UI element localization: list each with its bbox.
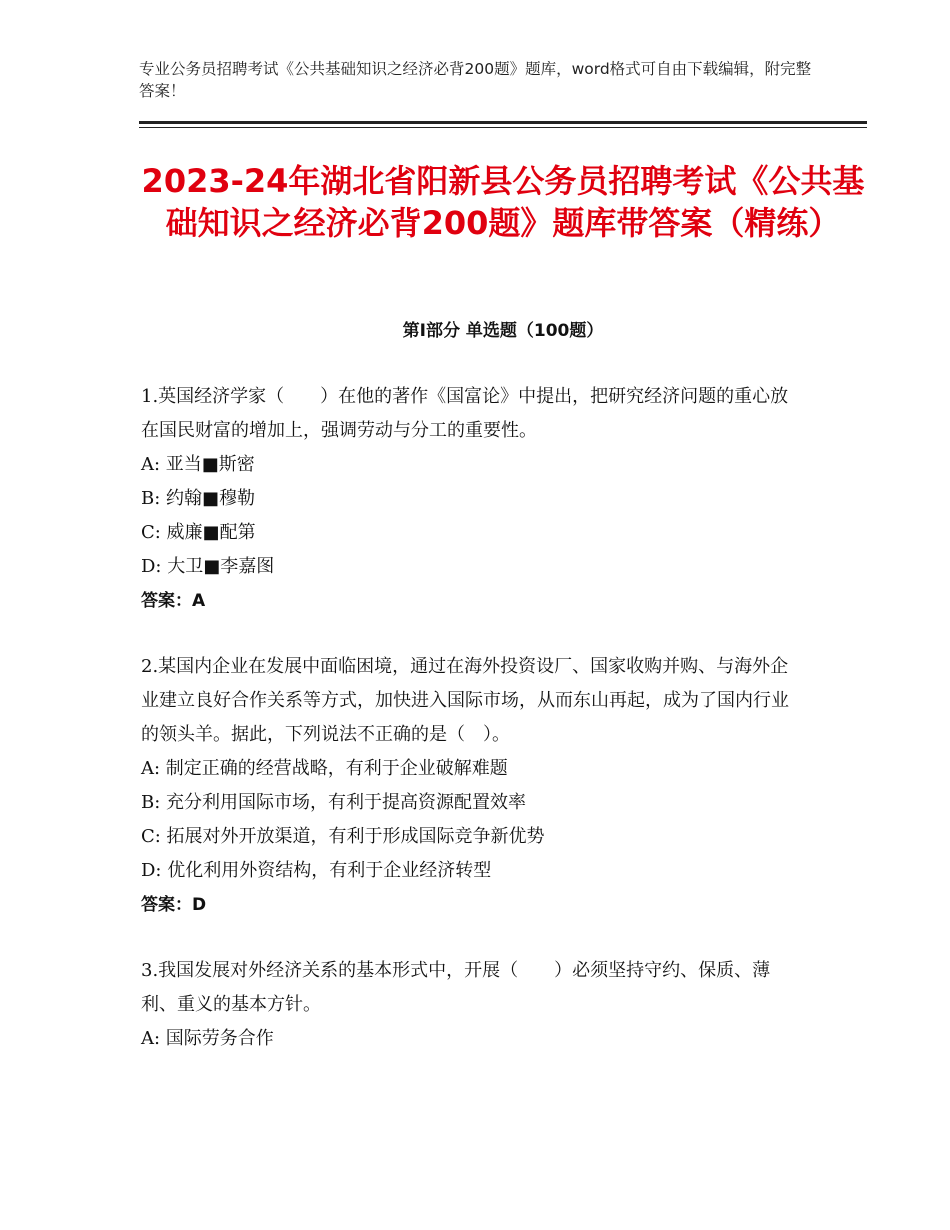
option-b: B: 约翰■穆勒 [141,488,256,509]
answer: 答案：D [141,895,207,915]
question-stem: 3.我国发展对外经济关系的基本形式中，开展（ ）必须坚持守约、保质、薄利、重义的基本方针。 [141,960,771,1015]
option-a: A: 制定正确的经营战略，有利于企业破解难题 [141,758,508,779]
question-2 [141,650,801,922]
question-list [141,380,801,1088]
section-heading: 第Ⅰ部分 单选题（100题） [402,321,604,341]
answer: 答案：A [141,591,206,611]
header-divider-thin [139,127,867,128]
document-title: 2023-24年湖北省阳新县公务员招聘考试《公共基础知识之经济必背200题》题库带答案（精练） [141,162,865,242]
question-3 [141,954,801,1056]
question-stem: 1.英国经济学家（ ）在他的著作《国富论》中提出，把研究经济问题的重心放在国民财富的增加上，强调劳动与分工的重要性。 [141,386,789,441]
option-d: D: 优化利用外资结构，有利于企业经济转型 [141,860,492,881]
header-divider-thick [139,121,867,124]
option-b: B: 充分利用国际市场，有利于提高资源配置效率 [141,792,527,813]
question-1 [141,380,801,618]
option-a: A: 国际劳务合作 [141,1028,274,1049]
option-d: D: 大卫■李嘉图 [141,556,275,577]
option-c: C: 拓展对外开放渠道，有利于形成国际竞争新优势 [141,826,545,847]
header-note: 专业公务员招聘考试《公共基础知识之经济必背200题》题库，word格式可自由下载编辑，附完整答案！ [139,60,812,100]
option-c: C: 威廉■配第 [141,522,256,543]
question-stem: 2.某国内企业在发展中面临困境，通过在海外投资设厂、国家收购并购、与海外企业建立良好合作关系等方式，加快进入国际市场，从而东山再起，成为了国内行业的领头羊。据此，下列说法不正确的是（ ）。 [141,656,789,745]
option-a: A: 亚当■斯密 [141,454,255,475]
